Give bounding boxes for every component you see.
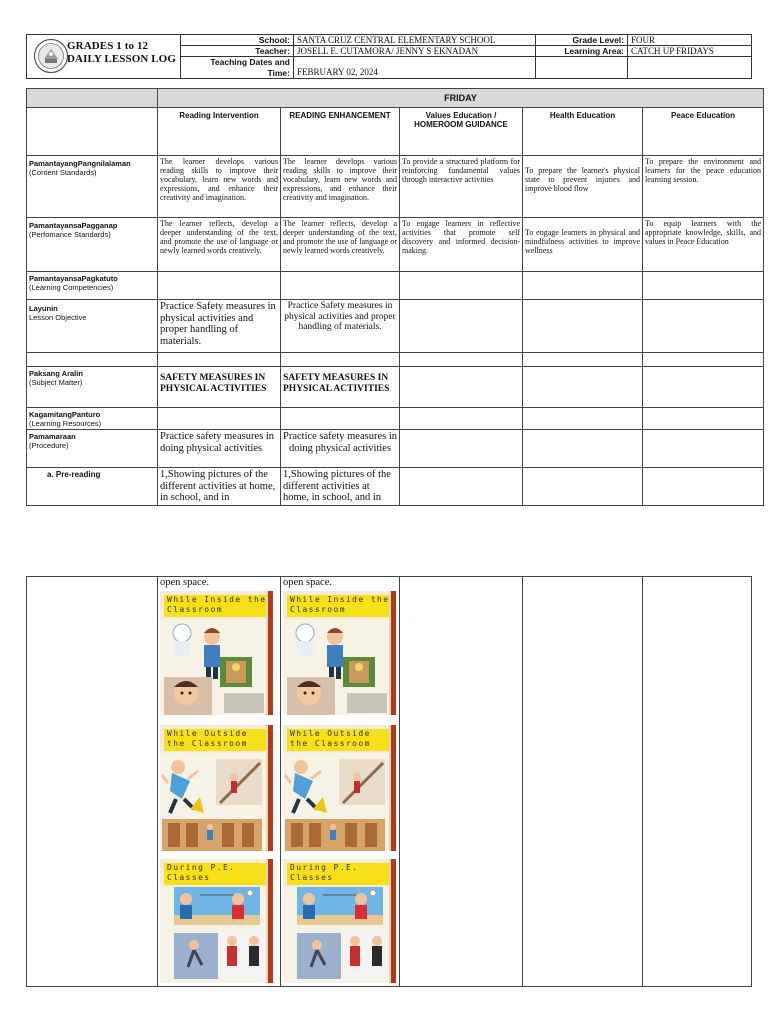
row-label-objective	[27, 300, 158, 353]
empty-cell	[400, 408, 523, 430]
row-label-main: PamantayangPangnilalaman	[29, 159, 131, 168]
empty-cell	[400, 272, 523, 300]
picture-banner	[164, 729, 267, 751]
logo-title-line1: GRADES 1 to 12	[67, 40, 149, 52]
table-row	[27, 353, 764, 367]
learning-area-value: CATCH UP FRIDAYS	[628, 46, 752, 57]
picture-inside-classroom	[283, 591, 396, 715]
banner-text: While Inside the Classroom	[290, 595, 390, 614]
banner-text: While Outside the Classroom	[290, 729, 371, 748]
picture-edge-decoration	[391, 591, 396, 715]
deped-seal-icon	[33, 38, 69, 74]
empty-cell	[643, 430, 764, 468]
cell-text: Practice safety measures in doing physical activities	[281, 430, 400, 468]
empty-cell	[158, 353, 281, 367]
teaching-dates-label-1: Teaching Dates and	[210, 57, 290, 67]
row-label-content-standards	[27, 156, 158, 218]
empty-cell	[158, 272, 281, 300]
empty-cell	[643, 468, 764, 506]
empty-cell	[628, 57, 752, 78]
row-label-pre-reading: a. Pre-reading	[27, 468, 158, 506]
picture-edge-decoration	[268, 591, 273, 715]
cell-text: To prepare the environment and learners for the peace education learning session.	[643, 156, 764, 218]
empty-cell	[400, 468, 523, 506]
empty-cell	[523, 468, 643, 506]
row-label-sub: Lesson Objective	[29, 313, 87, 322]
empty-cell	[158, 408, 281, 430]
pe-classes-illustration	[160, 887, 273, 983]
cell-text: To prepare the learner's physical state to prevent injuries and improve blood flow	[523, 156, 643, 218]
empty-cell	[643, 367, 764, 408]
teaching-dates-value: FEBRUARY 02, 2024	[294, 57, 536, 78]
empty-cell	[281, 272, 400, 300]
continuation-table	[26, 576, 752, 987]
continuation-text: open space.	[283, 577, 332, 588]
cell-text: Practice Safety measures in physical activities and proper handling of materials.	[281, 300, 400, 353]
picture-outside-classroom	[283, 725, 396, 851]
col-reading-intervention: Reading Intervention	[158, 108, 281, 156]
cell-text: SAFETY MEASURES IN PHYSICAL ACTIVITIES	[158, 367, 281, 408]
empty-cell	[400, 430, 523, 468]
table-row	[27, 430, 764, 468]
table-row	[27, 408, 764, 430]
inside-classroom-illustration	[283, 619, 396, 715]
empty-cell	[523, 300, 643, 353]
cell-text: The learner develops various reading skills to improve their vocabulary, learn new words and expressions, and enhance their creativity and imagination.	[281, 156, 400, 218]
empty-cell	[523, 577, 643, 987]
table-row	[27, 156, 764, 218]
picture-banner	[287, 863, 390, 885]
row-label-main: Paksang Aralin	[29, 369, 83, 378]
cell-text: To engage learners in reflective activities that promote self discovery and informed decision-making.	[400, 218, 523, 272]
reading-enhancement-pictures	[281, 577, 400, 987]
empty-cell	[643, 577, 752, 987]
inside-classroom-illustration	[160, 619, 273, 715]
day-label: FRIDAY	[158, 89, 764, 108]
table-row	[27, 577, 752, 987]
table-row	[27, 218, 764, 272]
grade-level-label: Grade Level:	[536, 35, 628, 46]
picture-banner	[287, 595, 390, 617]
row-label-sub: (Perfomance Standards)	[29, 230, 111, 239]
col-health-education: Health Education	[523, 108, 643, 156]
teacher-label: Teacher:	[181, 46, 294, 57]
banner-text: During P.E. Classes	[167, 863, 236, 882]
picture-outside-classroom	[160, 725, 273, 851]
cell-text: To equip learners with the appropriate knowledge, skills, and values in Peace Education	[643, 218, 764, 272]
table-row	[27, 468, 764, 506]
cell-text: 1,Showing pictures of the different activities at home, in school, and in	[281, 468, 400, 506]
empty-cell	[523, 408, 643, 430]
picture-edge-decoration	[268, 725, 273, 851]
table-row	[27, 367, 764, 408]
empty-cell	[400, 353, 523, 367]
cell-text: Practice Safety measures in physical activities and proper handling of materials.	[158, 300, 281, 353]
empty-cell	[400, 367, 523, 408]
cell-text: 1,Showing pictures of the different activities at home, in school, and in	[158, 468, 281, 506]
empty-cell	[400, 300, 523, 353]
empty-cell	[27, 577, 158, 987]
picture-banner	[287, 729, 390, 751]
continuation-text: open space.	[160, 577, 209, 588]
empty-cell	[643, 300, 764, 353]
empty-cell	[643, 408, 764, 430]
banner-text: During P.E. Classes	[290, 863, 359, 882]
row-label-performance-standards	[27, 218, 158, 272]
banner-text: While Inside the Classroom	[167, 595, 267, 614]
row-label-resources	[27, 408, 158, 430]
header-info-grid	[181, 35, 753, 78]
row-label-sub: (Procedure)	[29, 441, 69, 450]
school-value: SANTA CRUZ CENTRAL ELEMENTARY SCHOOL	[294, 35, 536, 46]
row-label-main: Pamamaraan	[29, 432, 76, 441]
column-header-row	[27, 108, 764, 156]
row-label-sub: (Learning Resources)	[29, 419, 102, 428]
row-label-main: PamantayansaPagkatuto	[29, 274, 118, 283]
picture-banner	[164, 863, 267, 885]
outside-classroom-illustration	[160, 753, 273, 851]
col-reading-enhancement: READING ENHANCEMENT	[281, 108, 400, 156]
deped-logo-block	[27, 35, 181, 78]
col-peace-education: Peace Education	[643, 108, 764, 156]
row-label-main: Layunin	[29, 304, 58, 313]
empty-cell	[643, 272, 764, 300]
picture-banner	[164, 595, 267, 617]
cell-text: To engage learners in physical and mindfulness activities to improve wellness	[523, 218, 643, 272]
col-values-education: Values Education / HOMEROOM GUIDANCE	[400, 108, 523, 156]
picture-pe-classes	[283, 859, 396, 983]
empty-cell	[536, 57, 628, 78]
empty-cell	[643, 353, 764, 367]
cell-text: The learner develops various reading skills to improve their vocabulary, learn new words and expressions, and enhance their creativity and imagination.	[158, 156, 281, 218]
school-label: School:	[181, 35, 294, 46]
row-label-subject-matter	[27, 367, 158, 408]
row-label-competencies	[27, 272, 158, 300]
empty-cell	[523, 367, 643, 408]
picture-inside-classroom	[160, 591, 273, 715]
logo-title-line2: DAILY LESSON LOG	[67, 53, 176, 65]
outside-classroom-illustration	[283, 753, 396, 851]
pe-classes-illustration	[283, 887, 396, 983]
picture-edge-decoration	[268, 859, 273, 983]
empty-cell	[281, 353, 400, 367]
cell-text: SAFETY MEASURES IN PHYSICAL ACTIVITIES	[281, 367, 400, 408]
empty-cell	[400, 577, 523, 987]
picture-edge-decoration	[391, 725, 396, 851]
row-label-sub: (Content Standards)	[29, 168, 97, 177]
day-header-row	[27, 89, 764, 108]
lesson-log-header	[26, 34, 752, 79]
lesson-plan-table	[26, 88, 764, 506]
row-label-procedure	[27, 430, 158, 468]
teacher-value: JOSELL E. CUTAMORA/ JENNY S EKNADAN	[294, 46, 536, 57]
teaching-dates-label-2: Time:	[267, 68, 290, 78]
empty-cell	[27, 108, 158, 156]
empty-cell	[523, 272, 643, 300]
empty-cell	[523, 353, 643, 367]
reading-intervention-pictures	[158, 577, 281, 987]
picture-edge-decoration	[391, 859, 396, 983]
banner-text: While Outside the Classroom	[167, 729, 248, 748]
teaching-dates-label	[181, 57, 294, 78]
picture-pe-classes	[160, 859, 273, 983]
empty-cell	[27, 353, 158, 367]
cell-text: The learner reflects, develop a deeper understanding of the text, and promote the use of language or newly learned words creatively.	[281, 218, 400, 272]
cell-text: To provide a structured platform for reinforcing fundamental values through interactive activities	[400, 156, 523, 218]
table-row	[27, 300, 764, 353]
cell-text: Practice safety measures in doing physical activities	[158, 430, 281, 468]
empty-cell	[27, 89, 158, 108]
row-label-sub: (Learning Competencies)	[29, 283, 114, 292]
row-label-sub: (Subject Matter)	[29, 378, 83, 387]
table-row	[27, 272, 764, 300]
cell-text: The learner reflects, develop a deeper understanding of the text, and promote the use of language or newly learned words creatively.	[158, 218, 281, 272]
learning-area-label: Learning Area:	[536, 46, 628, 57]
grade-level-value: FOUR	[628, 35, 752, 46]
empty-cell	[523, 430, 643, 468]
row-label-main: PamantayansaPagganap	[29, 221, 118, 230]
empty-cell	[281, 408, 400, 430]
row-label-main: KagamitangPanturo	[29, 410, 101, 419]
